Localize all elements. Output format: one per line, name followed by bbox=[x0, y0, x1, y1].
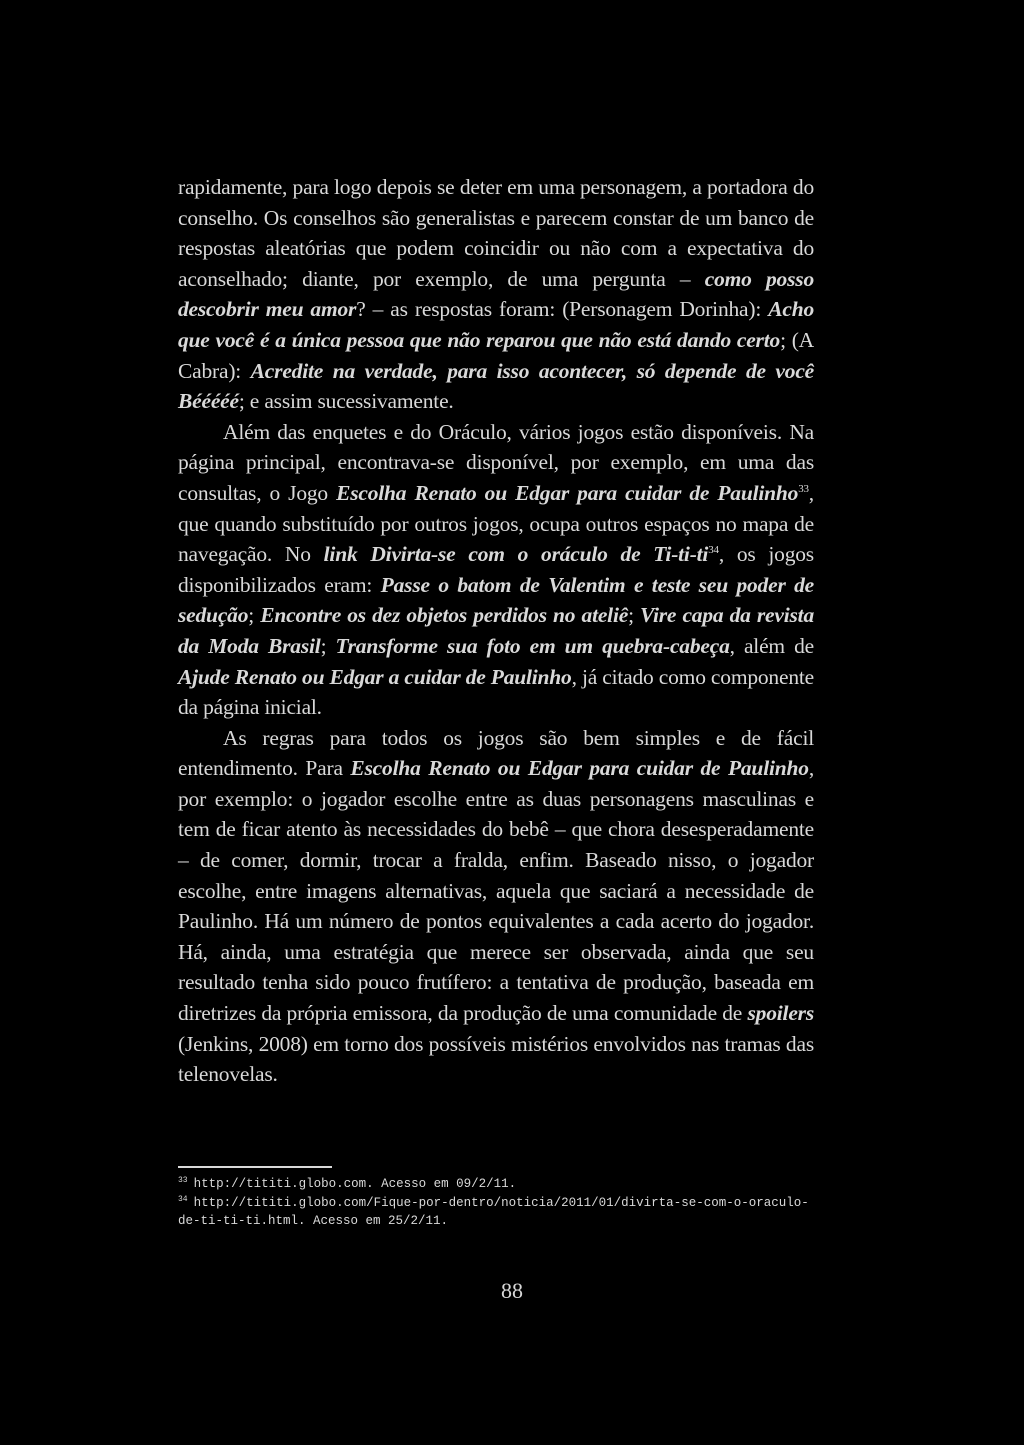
footnote-marker: 33 bbox=[798, 482, 809, 495]
emphasized-text: Escolha Renato ou Edgar para cuidar de Paulinho bbox=[350, 756, 809, 781]
text-run: ; bbox=[248, 603, 261, 628]
text-run: , além de bbox=[729, 633, 814, 658]
text-run: , os jogos disponibilizados eram: bbox=[178, 542, 814, 597]
footnotes bbox=[178, 1175, 814, 1231]
emphasized-text: Escolha Renato ou Edgar para cuidar de Paulinho bbox=[336, 480, 799, 505]
emphasized-text: Vire capa da revista da Moda Brasil bbox=[178, 603, 814, 658]
emphasized-text: Transforme sua foto em um quebra-cabeça bbox=[335, 633, 730, 658]
body-text bbox=[178, 172, 814, 1090]
text-run: , já citado como componente da página inicial. bbox=[178, 664, 814, 720]
footnote bbox=[178, 1175, 814, 1193]
text-run: rapidamente, para logo depois se deter em uma personagem, a portadora do conselho. Os conselhos são generalistas e parecem constar de um banco de respostas aleatórias que podem coincidir ou não com a expectativa do aconselhado; diante, por exemplo, de uma pergunta – bbox=[178, 175, 814, 291]
text-run: ? – as respostas foram: (Personagem Dorinha): bbox=[356, 297, 769, 322]
page-number: 88 bbox=[501, 1278, 523, 1303]
emphasized-text: Acho que você é a única pessoa que não reparou que não está dando certo bbox=[178, 297, 815, 352]
emphasized-text: Passe o batom de Valentim e teste seu poder de sedução bbox=[178, 572, 814, 628]
text-run: ; bbox=[628, 603, 641, 628]
footnote-separator bbox=[178, 1166, 332, 1168]
emphasized-text: como posso descobrir meu amor bbox=[178, 266, 814, 322]
text-run: Além das enquetes e do Oráculo, vários jogos estão disponíveis. Na página principal, encontrava-se disponível, por exemplo, em uma das consultas, o Jogo bbox=[178, 419, 814, 505]
footnote-text: http://tititi.globo.com/Fique-por-dentro/noticia/2011/01/divirta-se-com-o-oraculo-de-ti-ti-ti.html. Acesso em 25/2/11. bbox=[178, 1196, 809, 1228]
footnote-marker: 34 bbox=[708, 543, 719, 556]
text-run: , por exemplo: o jogador escolhe entre as duas personagens masculinas e tem de ficar atento às necessidades do bebê – que chora desesperadamente – de comer, dormir, trocar a fralda, enfim. Baseado nisso, o jogador escolhe, entre imagens alternativas, aquela que saciará a necessidade de Paulinho. Há um número de pontos equivalentes a cada acerto do jogador. Há, ainda, uma estratégia que merece ser observada, ainda que seu resultado tenha sido pouco frutífero: a tentativa de produção, baseada em diretrizes da própria emissora, da produção de uma comunidade de bbox=[178, 756, 814, 1026]
footnote-number: 34 bbox=[178, 1194, 188, 1204]
paragraph bbox=[178, 172, 814, 417]
emphasized-text: Ajude Renato ou Edgar a cuidar de Paulinho bbox=[178, 664, 572, 689]
footnote-number: 33 bbox=[178, 1175, 188, 1185]
emphasized-text: spoilers bbox=[747, 1001, 814, 1026]
footnote bbox=[178, 1194, 814, 1230]
emphasized-text: Encontre os dez objetos perdidos no ateliê bbox=[260, 603, 629, 628]
paragraph bbox=[178, 723, 814, 1090]
emphasized-text: Acredite na verdade, para isso acontecer, só depende de você Bééééé bbox=[178, 358, 815, 414]
text-run: As regras para todos os jogos são bem simples e de fácil entendimento. Para bbox=[178, 725, 814, 781]
paragraph bbox=[178, 417, 814, 723]
emphasized-text: link Divirta-se com o oráculo de Ti-ti-ti bbox=[323, 542, 709, 567]
text-run: ; bbox=[320, 633, 336, 658]
text-run: ; (A Cabra): bbox=[178, 327, 814, 383]
text-run: , que quando substituído por outros jogos, ocupa outros espaços no mapa de navegação. No bbox=[178, 480, 814, 567]
text-run: ; e assim sucessivamente. bbox=[238, 389, 454, 414]
footnote-text: http://tititi.globo.com. Acesso em 09/2/11. bbox=[193, 1177, 517, 1191]
text-run: (Jenkins, 2008) em torno dos possíveis mistérios envolvidos nas tramas das telenovelas. bbox=[178, 1031, 814, 1087]
